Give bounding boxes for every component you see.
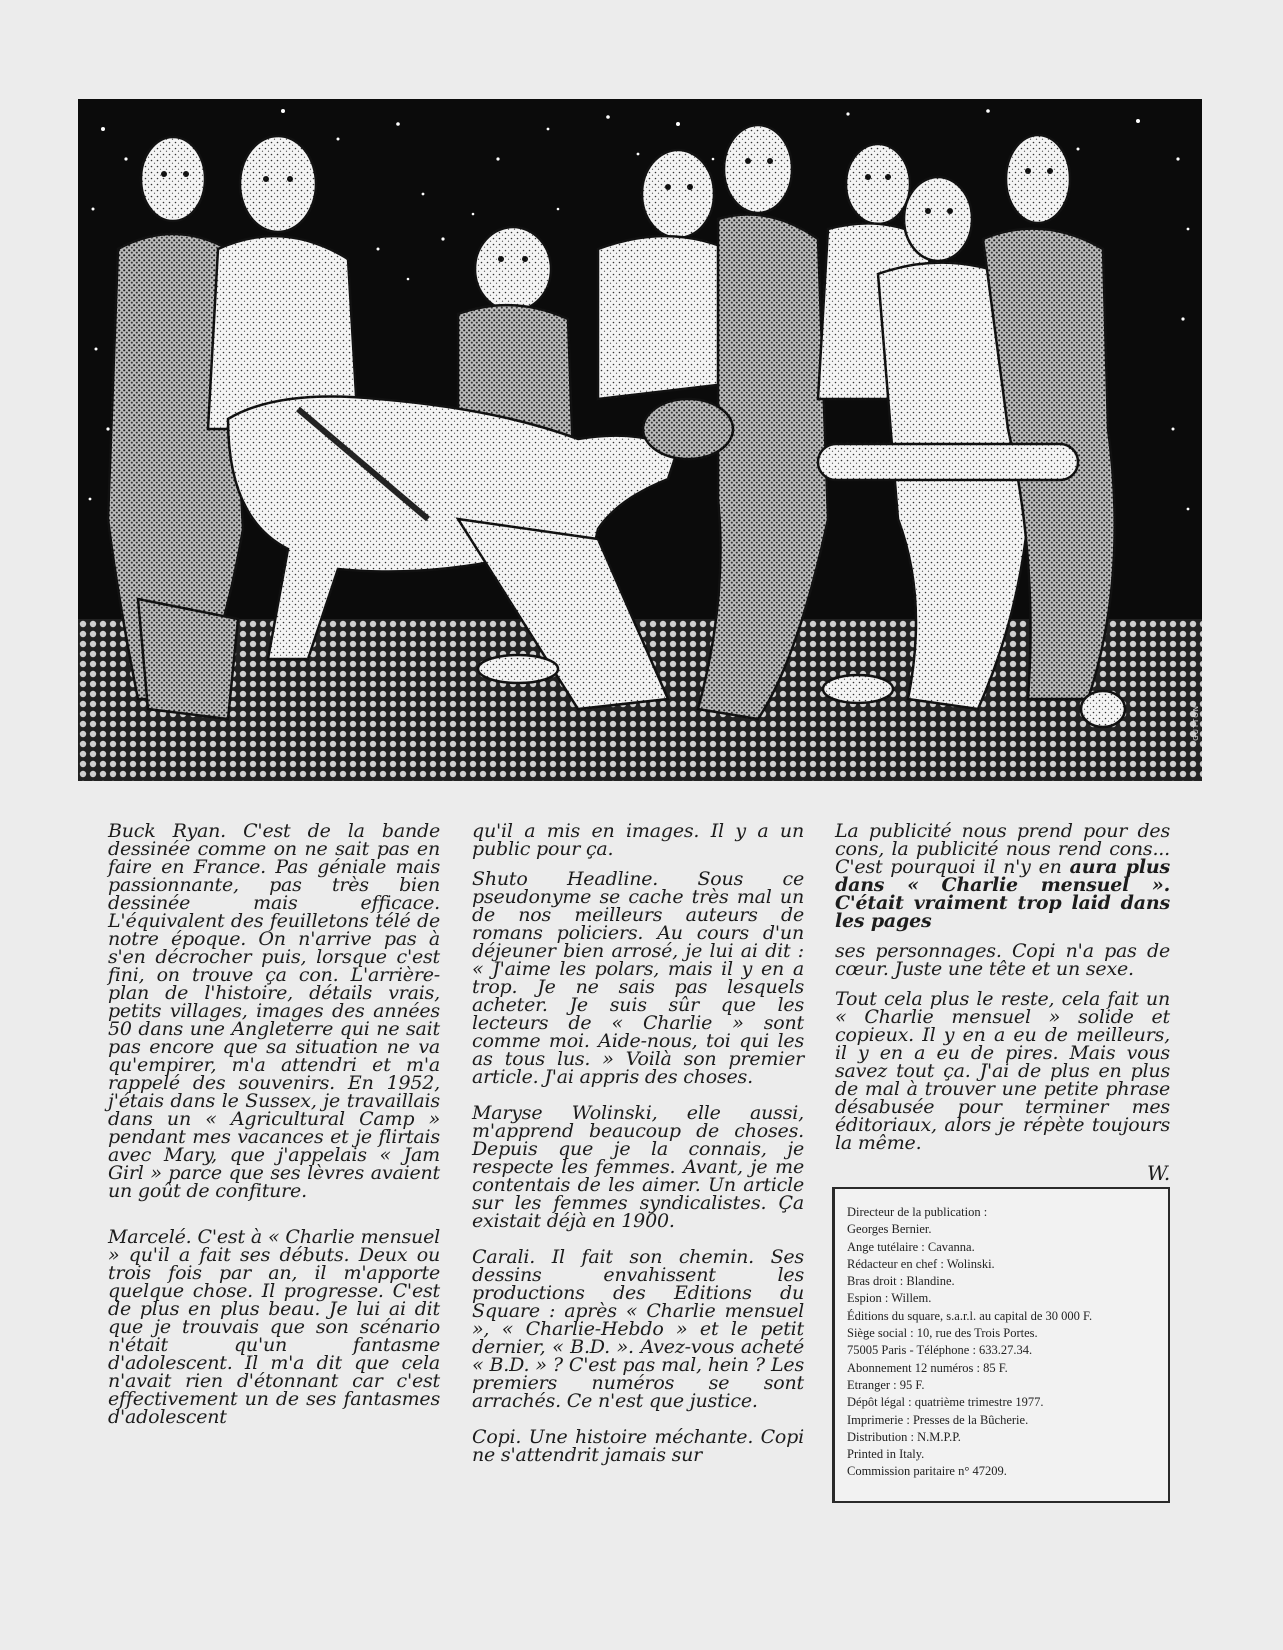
- masthead-line: Siège social : 10, rue des Trois Portes.: [847, 1326, 1038, 1341]
- masthead-line: Bras droit : Blandine.: [847, 1274, 955, 1289]
- artist-signature: GUTTON: [1192, 705, 1200, 741]
- illustration-drawing: [78, 99, 1202, 781]
- masthead-line: Ange tutélaire : Cavanna.: [847, 1239, 975, 1254]
- article-column-1: [108, 822, 440, 1444]
- masthead-line: Etranger : 95 F.: [847, 1377, 925, 1392]
- masthead-line: Dépôt légal : quatrième trimestre 1977.: [847, 1395, 1044, 1410]
- paragraph-shuto-headline: Shuto Headline. Sous ce pseudonyme se cache très mal un de nos meilleurs auteurs de romans policiers. Au cours d'un déjeuner bien arrosé, je lui ai dit : « J'aime les polars, mais il y en a trop. Je ne sais pas lesquels acheter. Je suis sûr que les lecteurs de « Charlie » sont comme moi. Aide-nous, toi qui les as tous lus. » Voilà son premier article. J'ai appris des choses.: [472, 868, 804, 1088]
- masthead-line: Abonnement 12 numéros : 85 F.: [847, 1360, 1008, 1375]
- masthead-line: Éditions du square, s.a.r.l. au capital de 30 000 F.: [847, 1308, 1093, 1323]
- paragraph-buck-ryan: Buck Ryan. C'est de la bande dessinée comme on ne sait pas en faire en France. Pas géniale mais passionnante, pas très bien dessinée mais efficace. L'équivalent des feuilletons télé de notre époque. On n'arrive pas à s'en décrocher puis, lorsque c'est fini, on trouve ça con. L'arrière-plan de l'histoire, détails vrais, petits villages, images des années 50 dans une Angleterre qui ne sait pas encore que sa situation ne va qu'empirer, m'a attendri et m'a rappelé des souvenirs. En 1952, j'étais dans le Sussex, je travaillais dans un « Agricultural Camp » pendant mes vacances et je flirtais avec Mary, que j'appelais « Jam Girl » parce que ses lèvres avaient un goût de confiture.: [108, 820, 440, 1202]
- masthead-line: 75005 Paris - Téléphone : 633.27.34.: [847, 1343, 1033, 1358]
- masthead-line: Rédacteur en chef : Wolinski.: [847, 1256, 995, 1271]
- paragraph-conclusion: Tout cela plus le reste, cela fait un « Charlie mensuel » solide et copieux. Il y en a eu de meilleurs, il y en a eu de pires. Mais vous savez tout ça. J'ai de plus en plus de mal à trouver une petite phrase désabusée pour terminer mes éditoriaux, alors je répète toujours la même.: [835, 988, 1170, 1154]
- masthead-line: Distribution : N.M.P.P.: [847, 1429, 961, 1444]
- masthead-line: Commission paritaire n° 47209.: [847, 1464, 1007, 1479]
- article-column-3: [835, 820, 1170, 1185]
- paragraph-copi: Copi. Une histoire méchante. Copi ne s'attendrit jamais sur: [472, 1426, 804, 1466]
- paragraph-copi-cont: ses personnages. Copi n'a pas de cœur. Juste une tête et un sexe.: [835, 940, 1170, 980]
- masthead-line: Directeur de la publication :: [847, 1205, 988, 1219]
- masthead-line: Georges Bernier.: [847, 1222, 932, 1237]
- paragraph-publicite: [835, 822, 1170, 930]
- paragraph-public: qu'il a mis en images. Il y a un public pour ça.: [472, 820, 804, 860]
- masthead-box: [832, 1187, 1170, 1503]
- publicite-bold-text: aura plus dans « Charlie mensuel ». C'était vraiment trop laid dans les pages: [835, 856, 1170, 932]
- paragraph-marcele: Marcelé. C'est à « Charlie mensuel » qu'il a fait ses débuts. Deux ou trois fois par an, il m'apporte quelque chose. Il progresse. C'est de plus en plus beau. Je lui ai dit que je trouvais que son scénario n'était qu'un fantasme d'adolescent. Il m'a dit que cela n'avait rien d'étonnant car c'est effectivement un de ses fantasmes d'adolescent: [108, 1226, 440, 1428]
- publicite-text: La publicité nous prend pour des cons, la publicité nous rend cons... C'est pourquoi il n'y en: [835, 820, 1170, 878]
- editorial-signature: W.: [1146, 1161, 1170, 1185]
- paragraph-carali: Carali. Il fait son chemin. Ses dessins envahissent les productions des Editions du Square : après « Charlie mensuel », « Charlie-Hebdo » et le petit dernier, « B.D. ». Avez-vous acheté « B.D. » ? C'est pas mal, hein ? Les premiers numéros se sont arrachés. Ce n'est que justice.: [472, 1246, 804, 1412]
- masthead-line: Imprimerie : Presses de la Bûcherie.: [847, 1412, 1029, 1427]
- masthead-line: Espion : Willem.: [847, 1291, 932, 1306]
- article-column-2: [472, 822, 804, 1482]
- masthead-line: Printed in Italy.: [847, 1447, 925, 1462]
- paragraph-maryse-wolinski: Maryse Wolinski, elle aussi, m'apprend beaucoup de choses. Depuis que je la connais, je respecte les femmes. Avant, je me contentais de les aimer. Un article sur les femmes syndicalistes. Ça existait déjà en 1900.: [472, 1102, 804, 1232]
- engraving-illustration: [78, 99, 1202, 781]
